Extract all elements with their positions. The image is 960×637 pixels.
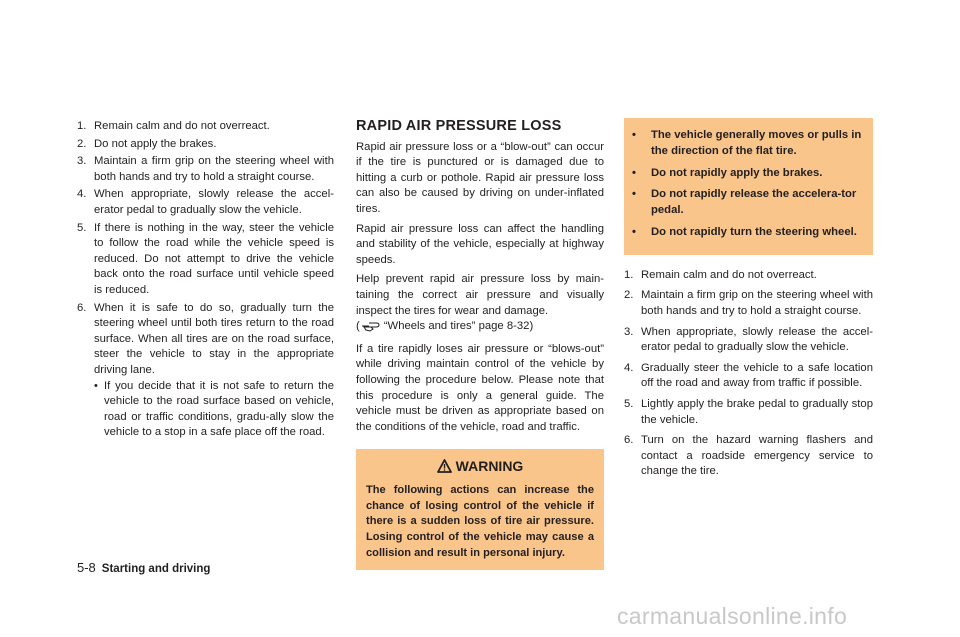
list-item: 5. If there is nothing in the way, steer the vehicle to follow the road while the vehicle speed is reduced. Do not attempt to drive the vehicle back onto the road surface until vehicle speed is reduced. [77, 221, 334, 296]
paragraph: If a tire rapidly loses air pressure or “blows-out” while driving maintain control of the vehicle by following the procedure below. Please note that this procedure is only a general guide. The vehicle must be driven as appropriate based on the conditions of the vehicle, road and traffic. [356, 342, 604, 433]
bullet-icon: • [632, 188, 636, 201]
list-item: 2. Do not apply the brakes. [77, 137, 217, 150]
list-item: 6. Turn on the hazard warning flashers and contact a roadside emergency service to change the tire. [624, 434, 873, 478]
list-item: 4. When appropriate, slowly release the accel-erator pedal to gradually slow the vehicle. [77, 188, 334, 216]
paragraph: Rapid air pressure loss or a “blow-out” can occur if the tire is punctured or is damaged due to hitting a curb or pothole. Rapid air pressure loss can also be caused by driving on under-inflated tires. [356, 140, 604, 215]
caution-item: • The vehicle generally moves or pulls in the direction of the flat tire. [632, 129, 862, 157]
warning-header: WARNING [366, 459, 594, 475]
warning-text: The following actions can increase the chance of losing control of the vehicle if there is a sudden loss of tire air pressure. Losing control of the vehicle may cause a collision and result in personal injury. [366, 483, 594, 560]
right-steps-list [624, 268, 873, 480]
reference-hand-icon [361, 320, 381, 338]
bullet-icon: • [94, 379, 98, 392]
page-footer [77, 560, 210, 575]
list-item: 4. Gradually steer the vehicle to a safe location off the road and away from traffic if possible. [624, 361, 873, 390]
caution-item: • Do not rapidly turn the steering wheel. [632, 225, 863, 241]
warning-triangle-icon [437, 458, 456, 474]
bullet-icon: • [632, 166, 636, 179]
list-item: 3. Maintain a firm grip on the steering wheel with both hands and try to hold a straight course. [77, 155, 334, 183]
watermark-text: carmanualsonline.info [617, 603, 848, 629]
paragraph: Help prevent rapid air pressure loss by main-taining the correct air pressure and visually inspect the tires for wear and damage. [356, 273, 604, 317]
list-item: 5. Lightly apply the brake pedal to gradually stop the vehicle. [624, 397, 873, 426]
sub-bullet: • If you decide that it is not safe to return the vehicle to the road surface based on vehicle, road or traffic conditions, gradu-ally slow the vehicle to a stop in a safe place off the road. [94, 379, 334, 439]
cross-reference: ( “Wheels and tires” page 8-32) [356, 319, 604, 338]
list-item: 3. When appropriate, slowly release the accel-erator pedal to gradually slow the vehicle. [624, 325, 873, 354]
section-title: Starting and driving [101, 563, 211, 575]
list-item: 1. Remain calm and do not overreact. [77, 120, 270, 132]
right-column [624, 118, 873, 485]
middle-column [356, 119, 604, 570]
paragraph: Rapid air pressure loss can affect the handling and stability of the vehicle, especially at highway speeds. [356, 222, 604, 266]
page-number: 5-8 [77, 560, 96, 575]
left-column [77, 119, 334, 443]
left-steps-list [77, 119, 334, 441]
list-item: 6. When it is safe to do so, gradually turn the steering wheel until both tires return to the road surface. When all tires are on the road surface, steer the vehicle to stay in the appropriate driving lane. • If you decide that it is not safe to return the vehicle to the road surface based on vehicle, road or traffic conditions, gradu-ally slow the vehicle to a stop in a safe place off the road. [77, 301, 334, 441]
bullet-icon: • [632, 225, 636, 238]
caution-item: • Do not rapidly release the accelera-tor pedal. [632, 188, 857, 217]
list-item: 2. Maintain a firm grip on the steering wheel with both hands and try to hold a straight course. [624, 289, 873, 317]
list-item: 1. Remain calm and do not overreact. [624, 268, 817, 281]
bullet-icon: • [632, 129, 636, 141]
warning-box [356, 449, 604, 570]
caution-item: • Do not rapidly apply the brakes. [632, 166, 863, 182]
caution-box [624, 118, 873, 255]
section-heading: RAPID AIR PRESSURE LOSS [356, 118, 562, 134]
